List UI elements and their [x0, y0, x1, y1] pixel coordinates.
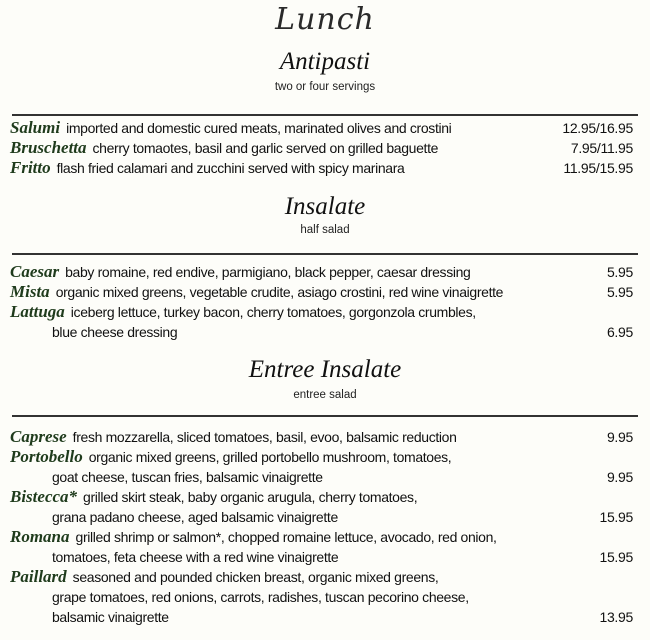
menu-item: [10, 567, 635, 627]
menu-item: [10, 527, 635, 567]
menu-item-description: grape tomatoes, red onions, carrots, radishes, tuscan pecorino cheese,: [52, 589, 469, 605]
menu-item-name: Caesar: [10, 262, 60, 281]
menu-item-line: [10, 587, 635, 607]
menu-item-description: goat cheese, tuscan fries, balsamic vinaigrette: [52, 469, 323, 485]
section-subtitle-insalate: half salad: [300, 224, 350, 236]
menu-item-name: Mista: [10, 282, 50, 301]
menu-item-price: 15.95: [599, 509, 633, 525]
menu-item: [10, 138, 635, 158]
menu-item-line: [10, 547, 635, 567]
menu-item-price: 12.95/16.95: [562, 120, 633, 136]
menu-item-price: 5.95: [606, 284, 633, 300]
menu-item: [10, 158, 635, 178]
menu-item-price: 9.95: [606, 429, 633, 445]
menu-title: Lunch: [275, 2, 375, 37]
menu-item-price: 9.95: [606, 469, 633, 485]
menu-item-name: Portobello: [10, 447, 83, 466]
section-title-antipasti: Antipasti: [279, 48, 371, 75]
menu-item-description: tomatoes, feta cheese with a red wine vinaigrette: [52, 549, 339, 565]
menu-item-line: [10, 282, 635, 302]
menu-item-name: Caprese: [10, 427, 67, 446]
menu-item-line: [10, 427, 635, 447]
menu-item-price: 15.95: [599, 549, 633, 565]
menu-item-price: 11.95/15.95: [563, 160, 633, 176]
menu-item-description: grilled shrimp or salmon*, chopped romaine lettuce, avocado, red onion,: [75, 529, 497, 545]
menu-item-line: [10, 262, 635, 282]
menu-item-name: Bistecca*: [10, 487, 78, 506]
menu-item-line: [10, 527, 635, 547]
menu-item: [10, 487, 635, 527]
menu-item-description: flash fried calamari and zucchini served with spicy marinara: [56, 160, 405, 176]
menu-item-line: [10, 118, 635, 138]
menu-item-line: [10, 138, 635, 158]
menu-item-line: [10, 487, 635, 507]
menu-item-description: grana padano cheese, aged balsamic vinaigrette: [52, 509, 338, 525]
menu-item-line: [10, 447, 635, 467]
menu-item-name: Fritto: [10, 158, 51, 177]
section-title-entree-insalate: Entree Insalate: [248, 356, 402, 383]
menu-item-name: Paillard: [10, 567, 67, 586]
section-subtitle-antipasti: two or four servings: [274, 81, 376, 93]
menu-item-price: 6.95: [606, 324, 633, 340]
menu-item-line: [10, 467, 635, 487]
menu-item-line: [10, 302, 635, 322]
section-divider: [12, 253, 638, 255]
antipasti-items: [10, 118, 635, 178]
section-divider: [12, 415, 638, 417]
menu-item-description: organic mixed greens, grilled portobello mushroom, tomatoes,: [88, 449, 452, 465]
menu-item-line: [10, 507, 635, 527]
menu-item: [10, 447, 635, 487]
menu-item-description: grilled skirt steak, baby organic arugula, cherry tomatoes,: [83, 489, 418, 505]
menu-item-description: cherry tomaotes, basil and garlic served on grilled baguette: [92, 140, 439, 156]
menu-item-price: 5.95: [606, 264, 633, 280]
menu-item: [10, 282, 635, 302]
menu-item-description: iceberg lettuce, turkey bacon, cherry tomatoes, gorgonzola crumbles,: [70, 304, 476, 320]
menu-item: [10, 427, 635, 447]
menu-item: [10, 118, 635, 138]
menu-item-description: organic mixed greens, vegetable crudite, asiago crostini, red wine vinaigrette: [55, 284, 504, 300]
menu-item-name: Bruschetta: [10, 138, 87, 157]
insalate-items: [10, 262, 635, 342]
section-subtitle-entree-insalate: entree salad: [293, 389, 357, 401]
entree-insalate-items: [10, 427, 635, 627]
menu-item-description: balsamic vinaigrette: [52, 609, 169, 625]
menu-item-line: [10, 607, 635, 627]
menu-item-description: blue cheese dressing: [52, 324, 178, 340]
menu-item-line: [10, 158, 635, 178]
menu-item-name: Salumi: [10, 118, 61, 137]
section-divider: [12, 114, 638, 116]
menu-item-description: baby romaine, red endive, parmigiano, black pepper, caesar dressing: [65, 264, 471, 280]
menu-item-description: imported and domestic cured meats, marinated olives and crostini: [66, 120, 452, 136]
menu-item-line: [10, 322, 635, 342]
section-title-insalate: Insalate: [284, 193, 366, 220]
menu-item: [10, 262, 635, 282]
menu-item-description: seasoned and pounded chicken breast, organic mixed greens,: [72, 569, 439, 585]
menu-item-description: fresh mozzarella, sliced tomatoes, basil, evoo, balsamic reduction: [72, 429, 457, 445]
menu-item-price: 7.95/11.95: [570, 140, 633, 156]
menu-item: [10, 302, 635, 342]
menu-item-name: Lattuga: [10, 302, 65, 321]
menu-item-price: 13.95: [599, 609, 633, 625]
menu-item-line: [10, 567, 635, 587]
menu-item-name: Romana: [10, 527, 70, 546]
